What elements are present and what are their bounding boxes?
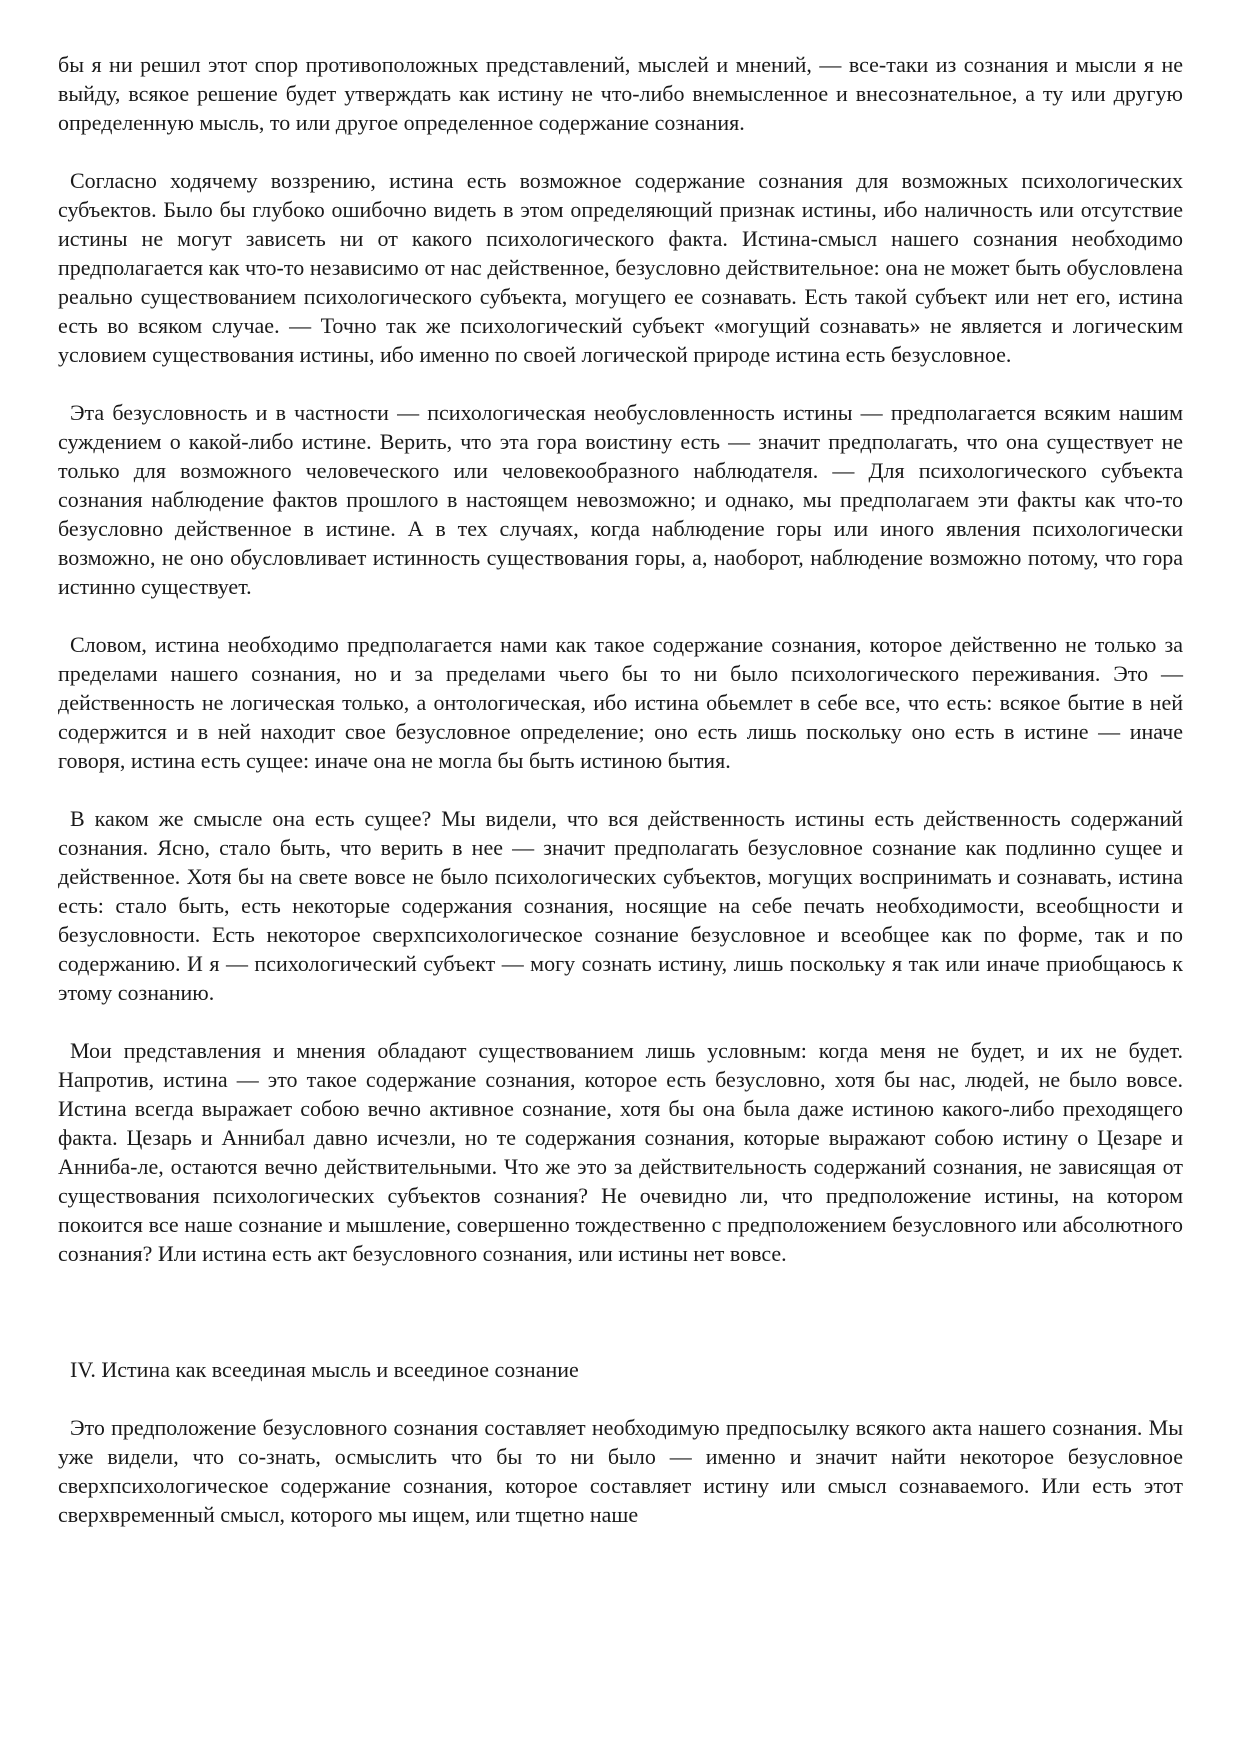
section-spacer [58,1297,1183,1355]
paragraph-continuation: бы я ни решил этот спор противоположных представлений, мыслей и мнений, — все-таки из сознания и мысли я не выйду, всякое решение будет утверждать как истину не что-либо внемысленное и внесознательное, а ту или другую определенную мысль, то или другое определенное содержание сознания. [58,52,1183,135]
paragraph-unconditionality: Эта безусловность и в частности — психологическая необусловленность истины — предполагается всяким нашим суждением о какой-либо истине. Верить, что эта гора воистину есть — значит предполагать, что она существует не только для возможного человеческого или человекообразного наблюдателя. — Для психологического субъекта сознания наблюдение фактов прошлого в настоящем невозможно; и однако, мы предполагаем эти факты как что-то безусловно действенное в истине. А в тех случаях, когда наблюдение горы или иного явления психологически возможно, не оно обусловливает истинность существования горы, а, наоборот, наблюдение возможно потому, что гора истинно существует. [58,400,1183,599]
paragraph-truth-is-being: Словом, истина необходимо предполагается нами как такое содержание сознания, которое действенно не только за пределами нашего сознания, но и за пределами чьего бы то ни было психологического переживания. Это — действенность не логическая только, а онтологическая, ибо истина обьемлет в себе все, что есть: всякое бытие в ней содержится и в ней находит свое безусловное определение; оно есть лишь поскольку оно есть в истине — иначе говоря, истина есть сущее: иначе она не могла бы быть истиною бытия. [58,632,1183,773]
paragraph-in-what-sense: В каком же смысле она есть сущее? Мы видели, что вся действенность истины есть действенность содержаний сознания. Ясно, стало быть, что верить в нее — значит предполагать безусловное сознание как подлинно сущее и действенное. Хотя бы на свете вовсе не было психологических субъектов, могущих воспринимать и сознавать, истина есть: стало быть, есть некоторые содержания сознания, носящие на себе печать необходимости, всеобщности и безусловности. Есть некоторое сверхпсихологическое сознание безусловное и всеобщее как по форме, так и по содержанию. И я — психологический субъект — могу сознать истину, лишь поскольку я так или иначе приобщаюсь к этому сознанию. [58,806,1183,1005]
paragraph-presupposition: Это предположение безусловного сознания составляет необходимую предпосылку всякого акта нашего сознания. Мы уже видели, что со-знать, осмыслить что бы то ни было — именно и значит найти некоторое безусловное сверхпсихологическое содержание сознания, которое составляет истину или смысл сознаваемого. Или есть этот сверхвременный смысл, которого мы ищем, или тщетно наше [58,1415,1183,1527]
document-page [58,50,1183,1558]
paragraph-truth-possible-content: Согласно ходячему воззрению, истина есть возможное содержание сознания для возможных психологических субъектов. Было бы глубоко ошибочно видеть в этом определяющий признак истины, ибо наличность или отсутствие истины не могут зависеть ни от какого психологического факта. Истина-смысл нашего сознания необходимо предполагается как что-то независимо от нас действенное, безусловно действительное: она не может быть обусловлена реально существованием психологического субъекта, могущего ее сознавать. Есть такой субъект или нет его, истина есть во всяком случае. — Точно так же психологический субъект «могущий сознавать» не является и логическим условием существования истины, ибо именно по своей логической природе истина есть безусловное. [58,168,1183,367]
paragraph-conditional-existence: Мои представления и мнения обладают существованием лишь условным: когда меня не будет, и их не будет. Напротив, истина — это такое содержание сознания, которое есть безусловно, хотя бы нас, людей, не было вовсе. Истина всегда выражает собою вечно активное сознание, хотя бы она была даже истиною какого-либо преходящего факта. Цезарь и Аннибал давно исчезли, но те содержания сознания, которые выражают собою истину о Цезаре и Анниба-ле, остаются вечно действительными. Что же это за действительность содержаний сознания, не зависящая от существования психологических субъектов сознания? Не очевидно ли, что предположение истины, на котором покоится все наше сознание и мышление, совершенно тождественно с предположением безусловного или абсолютного сознания? Или истина есть акт безусловного сознания, или истины нет вовсе. [58,1038,1183,1266]
section-heading: IV. Истина как всеединая мысль и всеединое сознание [70,1357,579,1382]
